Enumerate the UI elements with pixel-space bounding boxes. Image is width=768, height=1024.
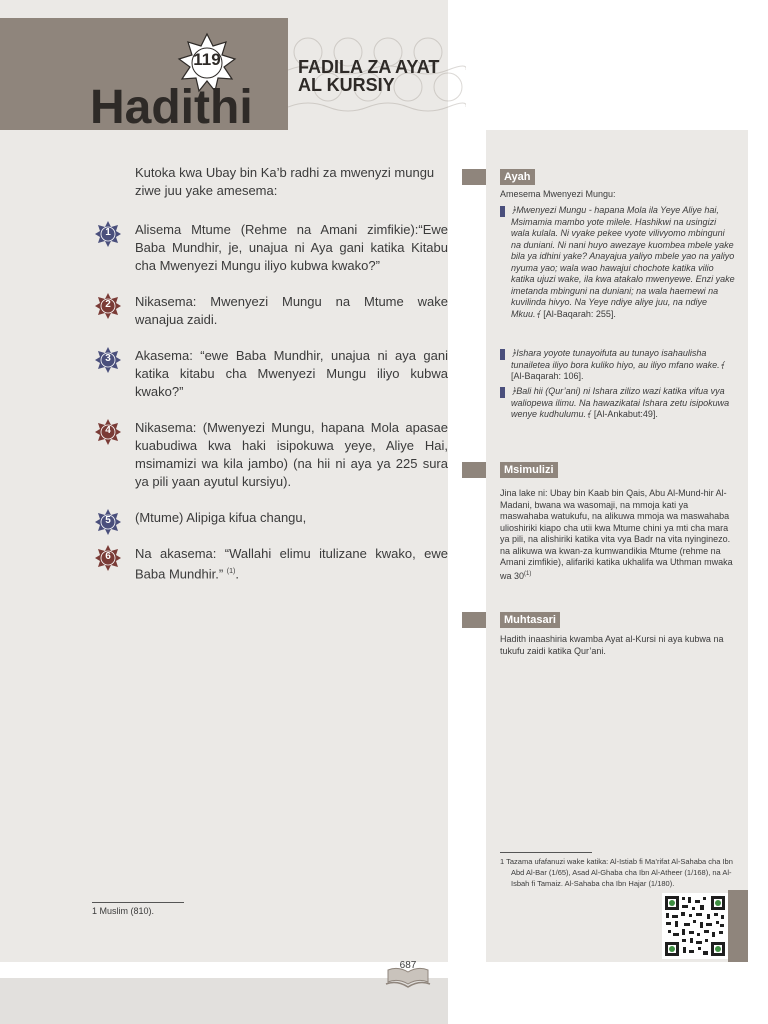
section-heading-ayah: Ayah — [500, 169, 535, 185]
item-text: Akasema: “ewe Baba Mundhir, unajua ni aya gani katika kitabu cha Mwenyezi Mungu iliyo kubwa kwako?” — [135, 348, 448, 399]
item-text: Nikasema: Mwenyezi Mungu na Mtume wake wanajua zaidi. — [135, 294, 448, 327]
number-badge — [94, 418, 122, 446]
item-number: 6 — [105, 551, 111, 562]
quote-text: ﴿Mwenyezi Mungu - hapana Mola ila Yeye Aliye hai, Msimamia mambo yote milele. Hashikwi na usingizi wala kulala. Ni vyake pekee vyote vilivyomo mbinguni na duniani. Ni nani huyo awezaye kuombea mbele yake bila ya idhini yake? Anayajua yaliyo mbele yao na yaliyo nyuma yao; wala wao hawajui chochote katika vilio katika ujuzi wake, ila kwa atakalo mwenyewe. Enzi yake imetanda mbinguni na duniani; na wala haemewi na kuvilinda hivyo. Na Yeye ndiye aliye juu, na ndiye Mkuu.﴾ — [511, 205, 735, 319]
item-number: 3 — [105, 353, 111, 364]
narrator-body: Jina lake ni: Ubay bin Kaab bin Qais, Abu Al-Mund-hir Al-Madani, bwana wa wasomaji, na mmoja kati ya maswahaba watukufu, na alikuwa mmoja wa maswahaba ulioshiriki kiapo cha utii kwa Mtume chini ya mti cha mara ya pili, na alishiriki katika vita vya Badr na vita nyinginezo. na alikuwa wa kwan-za kumwandikia Mtume (rehme na Amani zimfikie), alifariki katika ukhalifa wa Uthman mwaka wa 30 — [500, 488, 733, 581]
title-line-2: AL KURSIY — [298, 75, 395, 95]
section-heading-narrator: Msimulizi — [500, 462, 558, 478]
quote-block — [500, 348, 736, 383]
section-heading-summary: Muhtasari — [500, 612, 560, 628]
item-number: 1 — [105, 227, 111, 238]
item-number: 5 — [105, 515, 111, 526]
sidebar-footnote: 1 Tazama ufafanuzi wake katika: Al-Istiab fi Ma’rifat Al-Sahaba cha Ibn Abd Al-Bar (1/65), Asad Al-Ghaba cha Ibn Al-Atheer (1/168), na Al-Isbah fi Tamaiz. Al-Sahaba cha Ibn Hajar (1/180). — [500, 857, 733, 888]
quote-reference: [Al-Baqarah: 106]. — [511, 371, 584, 381]
number-badge — [94, 508, 122, 536]
footnote: 1 Muslim (810). — [92, 906, 155, 916]
number-badge — [94, 346, 122, 374]
ayah-intro: Amesema Mwenyezi Mungu: — [500, 189, 616, 199]
quote-reference: [Al-Baqarah: 255]. — [540, 308, 616, 319]
quote-bar — [500, 349, 505, 360]
item-text: (Mtume) Alipiga kifua changu, — [135, 510, 307, 525]
qr-code-icon[interactable] — [662, 893, 728, 959]
item-text-body: Na akasema: “Wallahi elimu itulizane kwako, ewe Baba Mundhir.” — [135, 546, 448, 582]
quote-reference: [Al-Ankabut:49]. — [591, 409, 658, 419]
section-marker — [462, 462, 486, 478]
quote-text: ﴿Ishara yoyote tunayoifuta au tunayo isahaulisha tunailetea iliyo bora kuliko hiyo, au iliyo mfano wake.﴾ — [511, 348, 725, 370]
quote-block — [500, 205, 736, 320]
narrator-text — [500, 488, 736, 582]
section-marker — [462, 169, 486, 185]
quote-block — [500, 386, 736, 421]
quote-bar — [500, 206, 505, 217]
title-line-1: FADILA ZA AYAT — [298, 57, 440, 77]
item-text: Alisema Mtume (Rehme na Amani zimfikie):“Ewe Baba Mundhir, je, unajua ni Aya gani katika Kitabu cha Mwenyezi Mungu iliyo kubwa kwako?” — [135, 222, 448, 273]
section-label: Hadithi — [90, 81, 253, 134]
page-bottom-band — [0, 978, 448, 1024]
number-badge — [94, 544, 122, 572]
number-badge — [94, 292, 122, 320]
sidebar-corner-accent — [728, 890, 748, 962]
page-title — [298, 58, 439, 94]
item-number: 2 — [105, 299, 111, 310]
summary-text: Hadith inaashiria kwamba Ayat al-Kursi ni aya kubwa na tukufu zaidi katika Qur’ani. — [500, 634, 724, 656]
footnote-divider — [92, 902, 184, 903]
quote-bar — [500, 387, 505, 398]
item-text: Nikasema: (Mwenyezi Mungu, hapana Mola apasae kuabudiwa kwa haki isipokuwa yeye, Aliye Hai, msimamizi wa kila jambo) (na hii ni aya ya 225 sura ya pili yaan ayutul kursiyu). — [135, 420, 448, 489]
quote-text: ﴿Bali hii (Qur’ani) ni Ishara zilizo wazi katika vifua vya waliopewa ilimu. Na hawazikatai Ishara zetu isipokuwa wenye kudhulumu.﴾ — [511, 386, 730, 419]
item-number: 4 — [105, 425, 111, 436]
footnote-divider — [500, 852, 592, 853]
number-badge — [94, 220, 122, 248]
footnote-ref: (1) — [524, 570, 532, 577]
page-number: 687 — [399, 960, 417, 971]
footnote-ref: (1) — [226, 568, 236, 575]
hadith-number: 119 — [193, 50, 221, 69]
intro-text: Kutoka kwa Ubay bin Ka’b radhi za mwenyzi mungu ziwe juu yake amesema: — [135, 165, 435, 198]
section-marker — [462, 612, 486, 628]
item-text: Na akasema: “Wallahi elimu itulizane kwako, ewe Baba Mundhir.” $^{(1)}$. — [135, 546, 448, 582]
